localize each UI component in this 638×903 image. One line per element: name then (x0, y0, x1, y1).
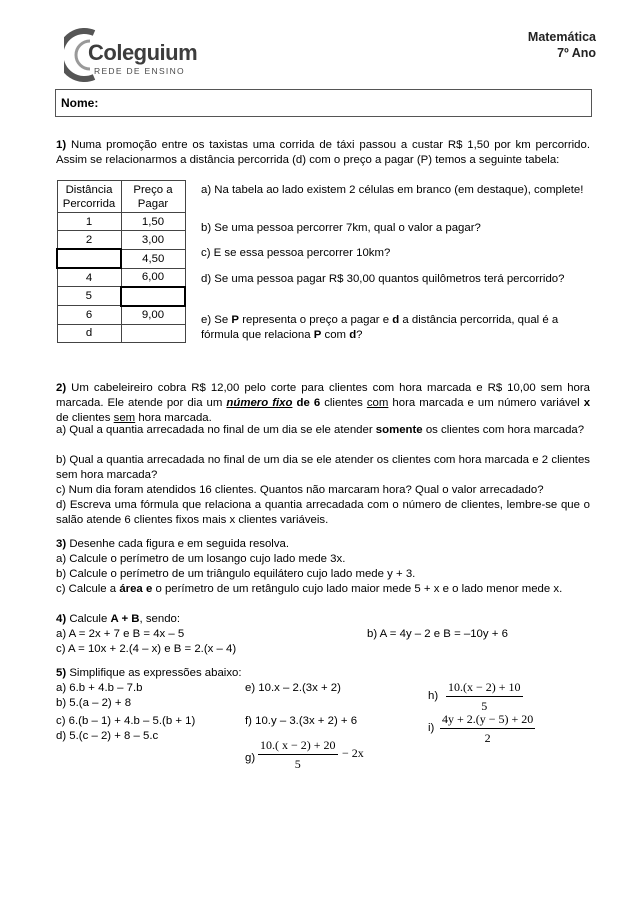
q2-item-d: d) Escreva uma fórmula que relaciona a quantia arrecadada com o número de clientes, lembre-se que o salão atende 6 clientes fixos mais x clientes variáveis. (56, 499, 590, 526)
table-header-price: Preço a Pagar (121, 181, 185, 213)
q5-item-c: c) 6.(b – 1) + 4.b – 5.(b + 1) (56, 715, 196, 727)
blank-cell-price[interactable] (121, 287, 185, 306)
q1-item-b: b) Se uma pessoa percorrer 7km, qual o valor a pagar? (201, 222, 481, 234)
q3-item-b: b) Calcule o perímetro de um triângulo equilátero cujo lado mede y + 3. (56, 568, 416, 580)
q3-item-c: c) Calcule a área e o perímetro de um retângulo cujo lado maior mede 5 + x e o lado menor mede x. (56, 583, 563, 595)
logo-subtitle: REDE DE ENSINO (94, 66, 185, 76)
q5-item-g-fraction: $\frac{10.( x - 2) + 20}{5}$ (260, 738, 336, 771)
q3-item-a: a) Calcule o perímetro de um losango cujo lado mede 3x. (56, 553, 346, 565)
q2-item-a: a) Qual a quantia arrecadada no final de um dia se ele atender somente os clientes com hora marcada? (56, 424, 585, 436)
q1-text: Numa promoção entre os taxistas uma corrida de táxi passou a custar R$ 1,50 por km percorrido. Assim se relacionarmos a distância percorrida (d) com o preço a pagar (P) temos a seguinte tabela: (56, 139, 590, 166)
q2-intro: 2) Um cabeleireiro cobra R$ 12,00 pelo corte para clientes com hora marcada e R$ 10,00 sem hora marcada. Ele atende por dia um número fixo de 6 clientes com hora marcada e um número variável x de clientes sem hora marcada. (56, 382, 591, 424)
table-row: 5 (57, 287, 185, 306)
q5-item-b: b) 5.(a – 2) + 8 (56, 697, 132, 709)
q5-item-i-label: i) (428, 722, 435, 734)
q4-item-b: b) A = 4y – 2 e B = –10y + 6 (367, 628, 508, 640)
q2-item-b: b) Qual a quantia arrecadada no final de um dia se ele atender os clientes com hora marcada e 2 clientes sem hora marcada? (56, 454, 590, 481)
q1-table (56, 180, 186, 343)
q1-item-a: a) Na tabela ao lado existem 2 células em branco (em destaque), complete! (201, 184, 584, 196)
q5-item-h-label: h) (428, 690, 439, 702)
table-row: 6 9,00 (57, 306, 185, 325)
q5-item-f: f) 10.y – 3.(3x + 2) + 6 (245, 715, 358, 727)
q4-title: 4) Calcule A + B, sendo: (56, 613, 181, 625)
name-field[interactable] (55, 89, 592, 117)
subject-title: Matemática (527, 30, 596, 44)
table-header-distance: Distância Percorrida (57, 181, 121, 213)
q3-title: 3) Desenhe cada figura e em seguida resolva. (56, 538, 290, 550)
q5-title: 5) Simplifique as expressões abaixo: (56, 667, 242, 679)
q5-item-h-fraction: $\frac{10.(x - 2) + 10}{5}$ (448, 680, 521, 713)
table-row: 4 6,00 (57, 268, 185, 287)
q4-item-a: a) A = 2x + 7 e B = 4x – 5 (56, 628, 185, 640)
q1-item-d: d) Se uma pessoa pagar R$ 30,00 quantos quilômetros terá percorrido? (201, 273, 565, 285)
q5-item-g-tail: − 2x (342, 746, 364, 760)
q2-item-c: c) Num dia foram atendidos 16 clientes. Quantos não marcaram hora? Qual o valor arrecadado? (56, 484, 544, 496)
q1-intro (56, 138, 590, 168)
q5-item-i-fraction: $\frac{4y + 2.(y - 5) + 20}{2}$ (442, 712, 534, 745)
q5-item-d: d) 5.(c – 2) + 8 – 5.c (56, 730, 159, 742)
name-label: Nome: (61, 96, 99, 110)
blank-cell-distance[interactable] (57, 249, 121, 268)
table-row: d (57, 324, 185, 342)
grade-title: 7º Ano (557, 46, 596, 60)
q1-number: 1) (56, 139, 67, 151)
q1-item-e: e) Se P representa o preço a pagar e d a distância percorrida, qual é a fórmula que relaciona P com d? (201, 314, 559, 341)
q5-item-g-label: g) (245, 752, 256, 764)
table-row: 4,50 (57, 249, 185, 268)
q5-item-e: e) 10.x – 2.(3x + 2) (245, 682, 341, 694)
table-row: 1 1,50 (57, 213, 185, 231)
q1-item-c: c) E se essa pessoa percorrer 10km? (201, 247, 391, 259)
logo-name: Coleguium (88, 40, 198, 65)
q5-item-a: a) 6.b + 4.b – 7.b (56, 682, 143, 694)
q4-item-c: c) A = 10x + 2.(4 – x) e B = 2.(x – 4) (56, 643, 237, 655)
table-row: 2 3,00 (57, 231, 185, 250)
